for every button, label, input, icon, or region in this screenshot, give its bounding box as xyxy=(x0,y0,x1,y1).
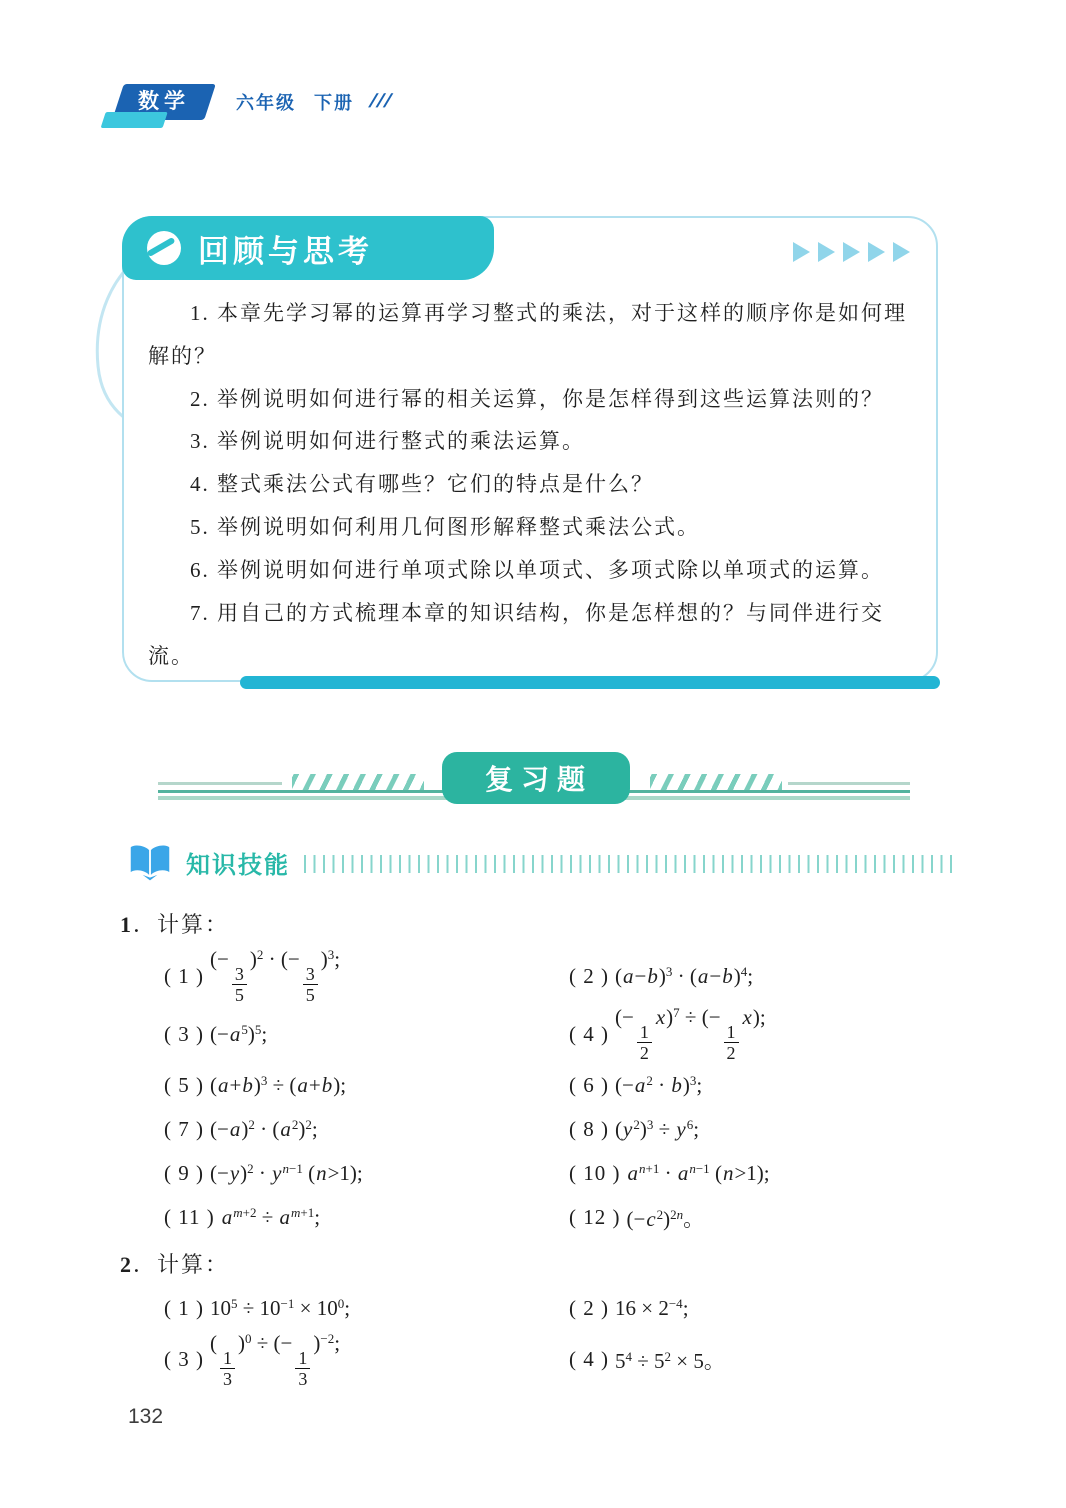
math-expression: $a^{m+2} \div a^{m+1}$; xyxy=(221,1205,321,1230)
triangle-arrow-icon xyxy=(893,242,910,262)
problem-item xyxy=(164,1022,569,1047)
item-number: ( 6 ) xyxy=(569,1073,609,1098)
problems xyxy=(120,900,960,1389)
section-header xyxy=(128,842,952,882)
review-questions xyxy=(148,292,920,677)
banner-line-right xyxy=(788,782,910,785)
math-expression: $(-c^2)^{2n}$。 xyxy=(626,1206,705,1231)
review-question: 2. 举例说明如何进行幂的相关运算，你是怎样得到这些运算法则的？ xyxy=(190,386,884,411)
problem-row xyxy=(120,1064,960,1108)
problem-item xyxy=(569,1345,960,1375)
page-number: 132 xyxy=(128,1405,164,1428)
problem-row xyxy=(120,947,960,1005)
math-expression: $a^{n+1} \cdot a^{n-1}$ (n>1); xyxy=(627,1161,770,1186)
grade-volume xyxy=(236,89,354,115)
item-number: ( 1 ) xyxy=(164,1296,204,1321)
problem-row xyxy=(120,1196,960,1240)
item-number: ( 12 ) xyxy=(569,1205,621,1230)
pen-circle-icon xyxy=(144,228,184,268)
review-problems-title: 复习题 xyxy=(442,752,630,804)
problem-row xyxy=(120,1287,960,1331)
page-header xyxy=(118,84,395,120)
fraction: $\frac{3}{5}$ xyxy=(303,964,318,1005)
problem-item xyxy=(569,964,960,989)
tick-marks xyxy=(304,855,952,873)
review-question: 4. 整式乘法公式有哪些？它们的特点是什么？ xyxy=(190,472,654,497)
problem-item xyxy=(164,1331,569,1389)
review-question: 5. 举例说明如何利用几何图形解释整式乘法公式。 xyxy=(190,515,700,540)
item-number: ( 2 ) xyxy=(569,963,609,988)
triangle-arrow-icon xyxy=(843,242,860,262)
item-number: ( 8 ) xyxy=(569,1117,609,1142)
item-number: ( 4 ) xyxy=(569,1347,609,1372)
problem-item xyxy=(164,1073,569,1098)
math-expression: $(a+b)^3 \div (a+b)$; xyxy=(210,1073,347,1098)
item-number: ( 9 ) xyxy=(164,1161,204,1186)
box-accent-bar xyxy=(240,676,940,689)
review-question: 3. 举例说明如何进行整式的乘法运算。 xyxy=(190,429,585,454)
item-number: ( 10 ) xyxy=(569,1161,621,1186)
problem-item xyxy=(569,1203,960,1233)
problem-item xyxy=(164,947,569,1005)
math-expression: ( $\frac{1}{3}$ )$^0$ ÷ (− $\frac{1}{3}$ )$^{-2}$; xyxy=(210,1330,341,1389)
math-expression: $5^4 \div 5^2 \times 5$。 xyxy=(615,1348,725,1373)
review-problems-banner xyxy=(120,750,935,810)
review-title: 回顾与思考 xyxy=(198,233,373,269)
section-title: 知识技能 xyxy=(186,851,290,879)
review-question: 7. 用自己的方式梳理本章的知识结构，你是怎样想的？与同伴进行交流。 xyxy=(148,600,884,668)
math-expression: $(-a)^2 \cdot (a^2)^2$; xyxy=(210,1117,318,1142)
problem-item xyxy=(164,1296,569,1321)
item-number: ( 5 ) xyxy=(164,1073,204,1098)
math-expression: $16 \times 2^{-4}$; xyxy=(615,1296,689,1321)
math-expression: $(a-b)^3 \cdot (a-b)^4$; xyxy=(615,963,754,988)
review-banner xyxy=(122,216,494,280)
item-number: ( 2 ) xyxy=(569,1296,609,1321)
problem-item xyxy=(164,1117,569,1142)
item-number: ( 7 ) xyxy=(164,1117,204,1142)
subject-badge xyxy=(112,84,216,120)
fraction: $\frac{1}{2}$ xyxy=(724,1022,739,1063)
math-expression: $(-a^5)^5$; xyxy=(210,1021,268,1046)
header-slashes-icon: /// xyxy=(367,91,395,112)
problem-row xyxy=(120,1108,960,1152)
math-expression: $(-y)^2 \cdot y^{n-1}$ (n>1); xyxy=(210,1161,363,1186)
triangle-arrow-icon xyxy=(818,242,835,262)
fraction: $\frac{1}{2}$ xyxy=(637,1022,652,1063)
volume-label: 下册 xyxy=(314,93,354,113)
review-box xyxy=(122,216,938,682)
book-icon xyxy=(128,842,172,882)
item-number: ( 1 ) xyxy=(164,963,204,988)
banner-line-left xyxy=(158,782,282,785)
problem-item xyxy=(164,1205,569,1230)
fraction: $\frac{1}{3}$ xyxy=(220,1348,235,1389)
item-number: ( 4 ) xyxy=(569,1021,609,1046)
problem-item xyxy=(569,1073,960,1098)
problem-item xyxy=(164,1161,569,1186)
item-number: ( 3 ) xyxy=(164,1347,204,1372)
fraction: $\frac{3}{5}$ xyxy=(232,964,247,1005)
item-number: ( 11 ) xyxy=(164,1205,215,1230)
problem-heading: 2．计算： xyxy=(120,1251,230,1277)
review-question: 6. 举例说明如何进行单项式除以单项式、多项式除以单项式的运算。 xyxy=(190,557,884,582)
triangle-arrow-icon xyxy=(793,242,810,262)
problem-item xyxy=(569,1296,960,1321)
item-number: ( 3 ) xyxy=(164,1021,204,1046)
math-expression: $(-a^2 \cdot b)^3$; xyxy=(615,1073,703,1098)
math-expression: $10^5 \div 10^{-1} \times 10^0$; xyxy=(210,1296,351,1321)
math-expression: (− $\frac{3}{5}$ )$^2$ · (− $\frac{3}{5}$ )$^3$; xyxy=(210,947,341,1006)
problem-row xyxy=(120,1331,960,1389)
problem-row xyxy=(120,1152,960,1196)
problem-heading: 1．计算： xyxy=(120,912,230,937)
triangle-arrow-icon xyxy=(868,242,885,262)
problem-item xyxy=(569,1005,960,1063)
fraction: $\frac{1}{3}$ xyxy=(295,1348,310,1389)
problem-row xyxy=(120,1005,960,1063)
math-expression: $(y^2)^3 \div y^6$; xyxy=(615,1117,700,1142)
review-question: 1. 本章先学习幂的运算再学习整式的乘法，对于这样的顺序你是如何理解的？ xyxy=(148,301,907,368)
subject-label: 数学 xyxy=(138,90,190,113)
problem-item xyxy=(569,1161,960,1186)
problem-item xyxy=(569,1117,960,1142)
grade-label: 六年级 xyxy=(236,93,296,113)
arrow-icons xyxy=(793,242,910,262)
math-expression: (− $\frac{1}{2}$ x)$^7$ ÷ (− $\frac{1}{2}$ x); xyxy=(615,1005,766,1064)
